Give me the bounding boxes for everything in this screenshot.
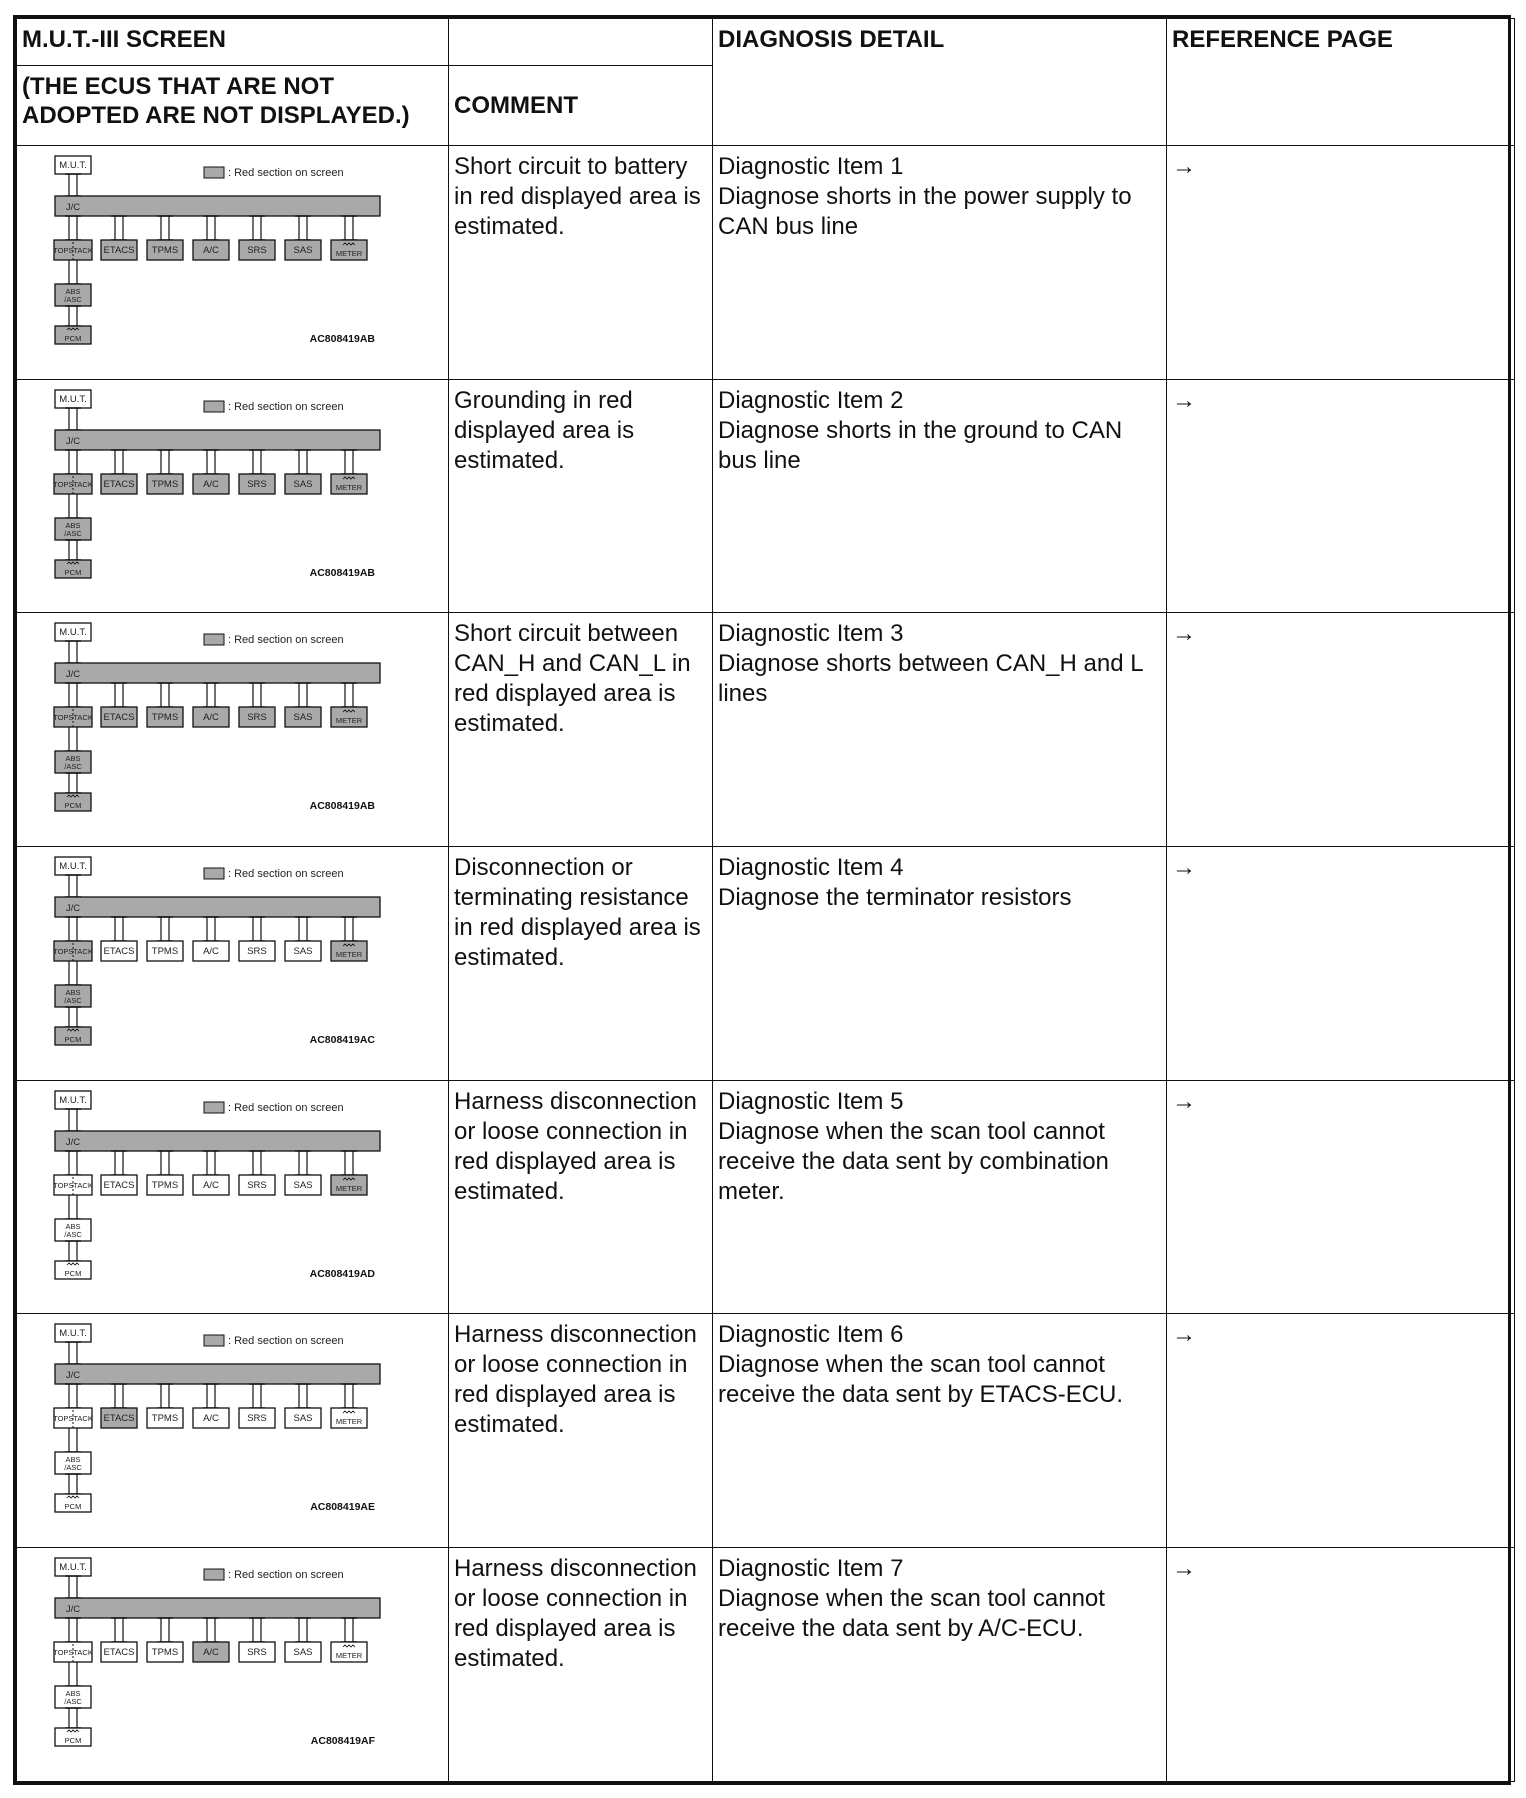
svg-text:PCM: PCM <box>64 333 82 343</box>
ecu-node-ac <box>193 1618 229 1662</box>
pcm-node <box>55 326 91 344</box>
svg-text:TOPSTACK: TOPSTACK <box>53 947 93 957</box>
diagnosis-row <box>17 613 1515 847</box>
svg-text:ABS: ABS <box>65 1689 81 1699</box>
svg-text:SAS: SAS <box>293 1647 313 1659</box>
svg-text:TPMS: TPMS <box>151 1179 179 1191</box>
svg-text:ABS: ABS <box>65 520 81 530</box>
ecu-node-sas <box>285 917 321 961</box>
ecu-node-sas <box>285 1151 321 1195</box>
svg-text:SAS: SAS <box>293 478 313 490</box>
diagnostic-item-title: Diagnostic Item 4 <box>718 854 904 882</box>
ecu-node-topstack <box>53 683 93 727</box>
reference-page-arrow[interactable]: → <box>1167 1080 1515 1314</box>
svg-text:PCM: PCM <box>64 801 82 811</box>
svg-text:M.U.T.: M.U.T. <box>59 861 87 873</box>
ecu-node-meter <box>331 1151 367 1195</box>
mut-node <box>55 1324 91 1342</box>
pcm-node <box>55 793 91 811</box>
network-diagram <box>22 1320 442 1515</box>
svg-text:SRS: SRS <box>247 1413 267 1425</box>
ecu-node-topstack <box>53 216 93 260</box>
mut-node <box>55 1091 91 1109</box>
abs-connector <box>65 260 81 284</box>
diagnostic-item-title: Diagnostic Item 7 <box>718 1555 904 1583</box>
svg-text:TOPSTACK: TOPSTACK <box>53 1414 93 1424</box>
ecu-node-ac <box>193 683 229 727</box>
svg-text:SRS: SRS <box>247 946 267 958</box>
svg-text:M.U.T.: M.U.T. <box>59 1094 87 1106</box>
svg-text:METER: METER <box>335 482 363 492</box>
screen-diagram-cell <box>17 1314 449 1548</box>
abs-asc-node <box>55 1452 91 1474</box>
mut-connector <box>65 641 81 663</box>
svg-text:J/C: J/C <box>65 669 81 681</box>
diagnostic-item-description: Diagnose shorts between CAN_H and L lines <box>718 650 1143 708</box>
svg-text:/ASC: /ASC <box>64 294 82 304</box>
svg-text:A/C: A/C <box>203 1413 219 1425</box>
figure-code: AC808419AF <box>310 1735 375 1748</box>
svg-text:M.U.T.: M.U.T. <box>59 393 87 405</box>
figure-code: AC808419AB <box>309 332 375 345</box>
ecu-node-tpms <box>147 216 183 260</box>
svg-text:J/C: J/C <box>65 1604 81 1616</box>
diagnostic-item-title: Diagnostic Item 3 <box>718 620 904 648</box>
comment-cell: Short circuit between CAN_H and CAN_L in red displayed area is estimated. <box>449 613 713 847</box>
jc-bus-bar <box>55 1131 380 1151</box>
svg-text:PCM: PCM <box>64 1502 82 1512</box>
svg-text:J/C: J/C <box>65 903 81 915</box>
ecu-node-ac <box>193 1151 229 1195</box>
jc-bus-bar <box>55 663 380 683</box>
svg-text:SRS: SRS <box>247 1179 267 1191</box>
abs-asc-node <box>55 1686 91 1708</box>
header-reference-page: REFERENCE PAGE <box>1167 19 1515 146</box>
ecu-node-ac <box>193 450 229 494</box>
header-screen-subtitle: (THE ECUS THAT ARE NOT ADOPTED ARE NOT DISPLAYED.) <box>17 66 449 146</box>
mut-node <box>55 857 91 875</box>
diagnostic-item-description: Diagnose when the scan tool cannot receive the data sent by ETACS-ECU. <box>718 1351 1124 1409</box>
svg-text:SRS: SRS <box>247 1647 267 1659</box>
mut-connector <box>65 1576 81 1598</box>
legend-red-section <box>204 1335 344 1347</box>
ecu-node-tpms <box>147 450 183 494</box>
comment-cell: Harness disconnection or loose connection in red displayed area is estimated. <box>449 1548 713 1782</box>
svg-text:TPMS: TPMS <box>151 946 179 958</box>
ecu-node-topstack <box>53 450 93 494</box>
screen-diagram-cell <box>17 379 449 613</box>
svg-text:ABS: ABS <box>65 286 81 296</box>
legend-red-section <box>204 868 344 880</box>
svg-text:: Red section on screen: : Red section on screen <box>228 634 344 647</box>
figure-code: AC808419AC <box>309 1034 375 1047</box>
abs-connector <box>65 961 81 985</box>
diagnosis-detail-cell <box>713 145 1167 379</box>
ecu-node-meter <box>331 1618 367 1662</box>
diagnosis-detail-cell <box>713 1548 1167 1782</box>
jc-bus-bar <box>55 1364 380 1384</box>
diagnostic-item-title: Diagnostic Item 2 <box>718 386 904 414</box>
diagnosis-table <box>16 18 1515 1782</box>
svg-text:SAS: SAS <box>293 946 313 958</box>
svg-text:/ASC: /ASC <box>64 1229 82 1239</box>
svg-text:SRS: SRS <box>247 712 267 724</box>
svg-text:PCM: PCM <box>64 567 82 577</box>
svg-text:SAS: SAS <box>293 1179 313 1191</box>
svg-text:METER: METER <box>335 1183 363 1193</box>
svg-text:PCM: PCM <box>64 1268 82 1278</box>
legend-red-section <box>204 634 344 646</box>
pcm-node <box>55 1027 91 1045</box>
svg-text:METER: METER <box>335 1651 363 1661</box>
pcm-connector <box>65 1007 81 1027</box>
svg-text:ABS: ABS <box>65 754 81 764</box>
comment-cell: Harness disconnection or loose connection in red displayed area is estimated. <box>449 1080 713 1314</box>
header-screen-title: M.U.T.-III SCREEN <box>17 19 449 66</box>
svg-text:TOPSTACK: TOPSTACK <box>53 245 93 255</box>
ecu-node-meter <box>331 1384 367 1428</box>
svg-text:TPMS: TPMS <box>151 478 179 490</box>
svg-text:ETACS: ETACS <box>103 244 135 256</box>
ecu-node-ac <box>193 1384 229 1428</box>
svg-text:A/C: A/C <box>203 712 219 724</box>
diagnostic-item-description: Diagnose shorts in the ground to CAN bus line <box>718 416 1123 474</box>
svg-text:ABS: ABS <box>65 1455 81 1465</box>
ecu-node-srs <box>239 917 275 961</box>
ecu-node-srs <box>239 1384 275 1428</box>
ecu-node-sas <box>285 1618 321 1662</box>
ecu-node-etacs <box>101 216 137 260</box>
svg-text:M.U.T.: M.U.T. <box>59 159 87 171</box>
comment-cell: Short circuit to battery in red displayed area is estimated. <box>449 145 713 379</box>
ecu-node-tpms <box>147 1151 183 1195</box>
svg-text:METER: METER <box>335 716 363 726</box>
diagnosis-row <box>17 1080 1515 1314</box>
network-diagram <box>22 386 442 581</box>
screen-diagram-cell <box>17 1080 449 1314</box>
diagnosis-row <box>17 379 1515 613</box>
svg-text:TOPSTACK: TOPSTACK <box>53 1180 93 1190</box>
legend-red-section <box>204 1102 344 1114</box>
svg-text:METER: METER <box>335 248 363 258</box>
abs-asc-node <box>55 751 91 773</box>
abs-connector <box>65 1662 81 1686</box>
ecu-node-srs <box>239 1618 275 1662</box>
svg-text:ETACS: ETACS <box>103 1413 135 1425</box>
svg-text:M.U.T.: M.U.T. <box>59 627 87 639</box>
svg-text:A/C: A/C <box>203 244 219 256</box>
comment-cell: Grounding in red displayed area is estimated. <box>449 379 713 613</box>
svg-text:PCM: PCM <box>64 1035 82 1045</box>
ecu-node-etacs <box>101 1151 137 1195</box>
svg-text:: Red section on screen: : Red section on screen <box>228 1569 344 1582</box>
svg-text:TPMS: TPMS <box>151 1647 179 1659</box>
network-diagram <box>22 152 442 347</box>
legend-red-section <box>204 167 344 179</box>
mut-node <box>55 390 91 408</box>
diagnosis-detail-cell <box>713 1314 1167 1548</box>
abs-asc-node <box>55 284 91 306</box>
abs-asc-node <box>55 985 91 1007</box>
svg-text:J/C: J/C <box>65 435 81 447</box>
ecu-node-srs <box>239 216 275 260</box>
diagnostic-item-title: Diagnostic Item 5 <box>718 1087 904 1115</box>
abs-asc-node <box>55 518 91 540</box>
ecu-node-tpms <box>147 917 183 961</box>
network-diagram <box>22 853 442 1048</box>
diagnostic-item-description: Diagnose when the scan tool cannot receive the data sent by A/C-ECU. <box>718 1585 1105 1643</box>
svg-text:ABS: ABS <box>65 1221 81 1231</box>
pcm-connector <box>65 306 81 326</box>
ecu-node-tpms <box>147 1384 183 1428</box>
pcm-connector <box>65 773 81 793</box>
network-diagram <box>22 1554 442 1749</box>
svg-text:TOPSTACK: TOPSTACK <box>53 1648 93 1658</box>
figure-code: AC808419AB <box>309 566 375 579</box>
svg-text:SAS: SAS <box>293 712 313 724</box>
ecu-node-topstack <box>53 1618 93 1662</box>
screen-diagram-cell <box>17 145 449 379</box>
svg-text:J/C: J/C <box>65 1136 81 1148</box>
diagnosis-row <box>17 847 1515 1081</box>
ecu-node-topstack <box>53 1384 93 1428</box>
pcm-connector <box>65 1708 81 1728</box>
network-diagram <box>22 619 442 814</box>
mut-connector <box>65 408 81 430</box>
svg-text:/ASC: /ASC <box>64 528 82 538</box>
screen-diagram-cell <box>17 613 449 847</box>
ecu-node-etacs <box>101 683 137 727</box>
diagnosis-detail-cell <box>713 1080 1167 1314</box>
diagnostic-item-description: Diagnose the terminator resistors <box>718 884 1072 912</box>
ecu-node-tpms <box>147 1618 183 1662</box>
ecu-node-topstack <box>53 917 93 961</box>
mut-connector <box>65 174 81 196</box>
mut-connector <box>65 1342 81 1364</box>
svg-text:A/C: A/C <box>203 1179 219 1191</box>
figure-code: AC808419AE <box>310 1501 375 1514</box>
header-blank-cell <box>449 19 713 66</box>
mut-node <box>55 1558 91 1576</box>
svg-text:METER: METER <box>335 1417 363 1427</box>
jc-bus-bar <box>55 430 380 450</box>
pcm-connector <box>65 1474 81 1494</box>
svg-text:/ASC: /ASC <box>64 1697 82 1707</box>
svg-text:/ASC: /ASC <box>64 1463 82 1473</box>
pcm-node <box>55 1494 91 1512</box>
screen-diagram-cell <box>17 847 449 1081</box>
svg-text:ETACS: ETACS <box>103 1647 135 1659</box>
diagnosis-row <box>17 1314 1515 1548</box>
ecu-node-ac <box>193 216 229 260</box>
ecu-node-tpms <box>147 683 183 727</box>
ecu-node-sas <box>285 450 321 494</box>
svg-text:SRS: SRS <box>247 478 267 490</box>
svg-text:ETACS: ETACS <box>103 946 135 958</box>
diagnosis-row <box>17 1548 1515 1782</box>
reference-page-arrow[interactable]: → <box>1167 379 1515 613</box>
legend-red-section <box>204 1569 344 1581</box>
ecu-node-sas <box>285 683 321 727</box>
header-row-1 <box>17 19 1515 66</box>
abs-connector <box>65 1428 81 1452</box>
ecu-node-meter <box>331 450 367 494</box>
abs-connector <box>65 1195 81 1219</box>
reference-page-arrow[interactable]: → <box>1167 613 1515 847</box>
reference-page-arrow[interactable]: → <box>1167 1548 1515 1782</box>
screen-diagram-cell <box>17 1548 449 1782</box>
svg-text:ETACS: ETACS <box>103 712 135 724</box>
mut-connector <box>65 1109 81 1131</box>
svg-text:PCM: PCM <box>64 1736 82 1746</box>
ecu-node-sas <box>285 1384 321 1428</box>
svg-text:SAS: SAS <box>293 1413 313 1425</box>
comment-cell: Disconnection or terminating resistance in red displayed area is estimated. <box>449 847 713 1081</box>
pcm-node <box>55 560 91 578</box>
svg-text:A/C: A/C <box>203 1647 219 1659</box>
ecu-node-etacs <box>101 917 137 961</box>
jc-bus-bar <box>55 1598 380 1618</box>
svg-text:/ASC: /ASC <box>64 762 82 772</box>
ecu-node-meter <box>331 216 367 260</box>
figure-code: AC808419AB <box>309 800 375 813</box>
network-diagram <box>22 1087 442 1282</box>
header-diagnosis-detail: DIAGNOSIS DETAIL <box>713 19 1167 146</box>
diagnostic-item-description: Diagnose shorts in the power supply to CAN bus line <box>718 182 1132 240</box>
svg-text:: Red section on screen: : Red section on screen <box>228 1101 344 1114</box>
svg-text:SRS: SRS <box>247 244 267 256</box>
comment-cell: Harness disconnection or loose connection in red displayed area is estimated. <box>449 1314 713 1548</box>
svg-text:: Red section on screen: : Red section on screen <box>228 1335 344 1348</box>
pcm-node <box>55 1728 91 1746</box>
svg-text:A/C: A/C <box>203 478 219 490</box>
abs-connector <box>65 727 81 751</box>
svg-text:/ASC: /ASC <box>64 996 82 1006</box>
figure-code: AC808419AD <box>309 1267 375 1280</box>
ecu-node-etacs <box>101 450 137 494</box>
abs-asc-node <box>55 1219 91 1241</box>
mut-node <box>55 623 91 641</box>
reference-page-arrow[interactable]: → <box>1167 847 1515 1081</box>
diagnosis-row <box>17 145 1515 379</box>
ecu-node-srs <box>239 1151 275 1195</box>
svg-text:: Red section on screen: : Red section on screen <box>228 868 344 881</box>
svg-text:ETACS: ETACS <box>103 478 135 490</box>
svg-text:: Red section on screen: : Red section on screen <box>228 166 344 179</box>
diagnostic-item-title: Diagnostic Item 6 <box>718 1321 904 1349</box>
ecu-node-sas <box>285 216 321 260</box>
svg-text:TOPSTACK: TOPSTACK <box>53 713 93 723</box>
diagnostic-item-title: Diagnostic Item 1 <box>718 152 904 180</box>
svg-text:ETACS: ETACS <box>103 1179 135 1191</box>
ecu-node-etacs <box>101 1384 137 1428</box>
diagnosis-detail-cell <box>713 379 1167 613</box>
mut-connector <box>65 875 81 897</box>
ecu-node-etacs <box>101 1618 137 1662</box>
mut-node <box>55 156 91 174</box>
svg-text:SAS: SAS <box>293 244 313 256</box>
diagnostic-item-description: Diagnose when the scan tool cannot receive the data sent by combination meter. <box>718 1117 1109 1205</box>
pcm-connector <box>65 540 81 560</box>
jc-bus-bar <box>55 897 380 917</box>
svg-text:ABS: ABS <box>65 988 81 998</box>
legend-red-section <box>204 401 344 413</box>
abs-connector <box>65 494 81 518</box>
ecu-node-meter <box>331 917 367 961</box>
svg-text:M.U.T.: M.U.T. <box>59 1328 87 1340</box>
ecu-node-topstack <box>53 1151 93 1195</box>
svg-text:TPMS: TPMS <box>151 1413 179 1425</box>
ecu-node-meter <box>331 683 367 727</box>
svg-text:METER: METER <box>335 950 363 960</box>
pcm-connector <box>65 1241 81 1261</box>
reference-page-arrow[interactable]: → <box>1167 1314 1515 1548</box>
svg-text:TPMS: TPMS <box>151 712 179 724</box>
ecu-node-srs <box>239 683 275 727</box>
svg-text:TOPSTACK: TOPSTACK <box>53 479 93 489</box>
diagnosis-table-sheet <box>13 15 1511 1785</box>
ecu-node-srs <box>239 450 275 494</box>
svg-text:A/C: A/C <box>203 946 219 958</box>
svg-text:: Red section on screen: : Red section on screen <box>228 400 344 413</box>
header-comment: COMMENT <box>449 66 713 146</box>
diagnosis-detail-cell <box>713 847 1167 1081</box>
ecu-node-ac <box>193 917 229 961</box>
svg-text:J/C: J/C <box>65 201 81 213</box>
diagnosis-detail-cell <box>713 613 1167 847</box>
svg-text:M.U.T.: M.U.T. <box>59 1562 87 1574</box>
jc-bus-bar <box>55 196 380 216</box>
svg-text:J/C: J/C <box>65 1370 81 1382</box>
reference-page-arrow[interactable]: → <box>1167 145 1515 379</box>
pcm-node <box>55 1261 91 1279</box>
svg-text:TPMS: TPMS <box>151 244 179 256</box>
